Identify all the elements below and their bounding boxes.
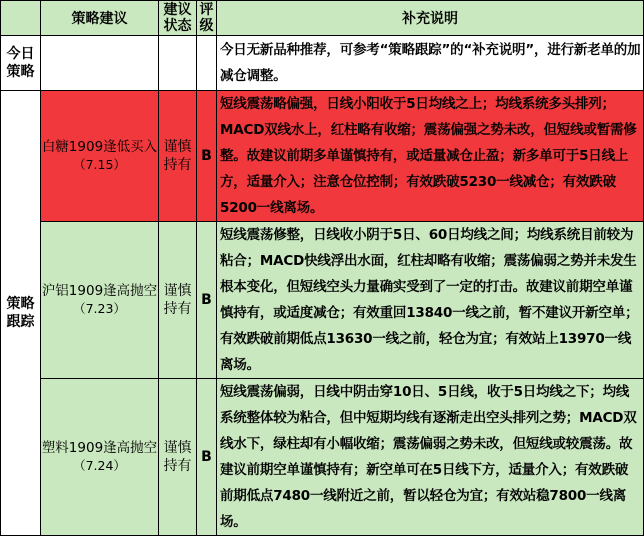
strategy-note xyxy=(217,222,644,379)
header-note: 补充说明 xyxy=(217,1,644,36)
strategy-note xyxy=(217,91,644,222)
header-status xyxy=(159,1,197,36)
strategy-name: 塑料1909逢高抛空 xyxy=(41,440,158,456)
today-rating-cell xyxy=(197,36,217,91)
tracking-label xyxy=(1,91,41,536)
status-line2: 持有 xyxy=(163,301,192,317)
header-status-line1: 建议 xyxy=(163,2,192,18)
rating-badge: B xyxy=(197,222,217,379)
strategy-name-cell xyxy=(41,222,159,379)
status-line1: 谨慎 xyxy=(163,139,192,155)
strategy-date: （7.23） xyxy=(73,301,126,316)
strategy-name: 沪铝1909逢高抛空 xyxy=(41,283,158,299)
strategy-note-text: 短线震荡偏弱，日线中阴击穿10日、5日线，收于5日均线之下；均线系统整体较为粘合，但中短期均线有逐渐走出空头排列之势；MACD双线水下，绿柱却有小幅收缩；震荡偏弱之势未改，但短线或较震荡。故建议前期空单谨慎持有；新空单可在5日线下方，适量介入；有效跌破前期低点7480一线附近之前，暂以轻仓为宜；有效站稳7800一线离场。 xyxy=(220,384,637,530)
status-cell xyxy=(159,222,197,379)
status-line1: 谨慎 xyxy=(163,283,192,299)
today-note xyxy=(217,36,644,91)
status-cell xyxy=(159,91,197,222)
strategy-name-cell xyxy=(41,91,159,222)
header-corner-cell xyxy=(1,1,41,36)
today-status-cell xyxy=(159,36,197,91)
tracking-row-sugar xyxy=(1,91,644,222)
status-line2: 持有 xyxy=(163,458,192,474)
strategy-note-text: 短线震荡略偏强，日线小阳收于5日均线之上；均线系统多头排列；MACD双线水上，红柱略有收缩；震荡偏强之势未改，但短线或暂需修整。故建议前期多单谨慎持有，或适量减仓止盈；新多单可于5日线上方，适量介入；注意仓位控制；有效跌破5230一线减仓；有效跌破5200一线离场。 xyxy=(220,96,637,216)
strategy-note xyxy=(217,379,644,536)
today-note-text: 今日无新品种推荐，可参考“策略跟踪”的“补充说明”，进行新老单的加减仓调整。 xyxy=(220,42,641,84)
header-row xyxy=(1,1,644,36)
today-label-line2: 策略 xyxy=(6,64,35,80)
status-line1: 谨慎 xyxy=(163,440,192,456)
tracking-label-line2: 跟踪 xyxy=(6,314,35,330)
strategy-date: （7.24） xyxy=(73,458,126,473)
strategy-note-text: 短线震荡修整，日线收小阴于5日、60日均线之间；均线系统目前较为粘合；MACD快线浮出水面，红柱却略有收缩；震荡偏弱之势并未发生根本变化，但短线空头力量确实受到了一定的打击。故建议前期空单谨慎持有，或适度减仓；有效重回13840一线之前，暂不建议开新空单；有效跌破前期低点13630一线之前，轻仓为宜；有效站上13970一线离场。 xyxy=(220,227,639,373)
header-rating-line2: 级 xyxy=(199,18,214,34)
today-label-line1: 今日 xyxy=(6,46,35,62)
header-rating xyxy=(197,1,217,36)
rating-badge: B xyxy=(197,379,217,536)
tracking-row-plastic xyxy=(1,379,644,536)
today-strategy-cell xyxy=(41,36,159,91)
header-status-line2: 状态 xyxy=(163,18,192,34)
strategy-date: （7.15） xyxy=(73,157,126,172)
strategy-name-cell xyxy=(41,379,159,536)
tracking-row-aluminum xyxy=(1,222,644,379)
rating-badge: B xyxy=(197,91,217,222)
strategy-name: 白糖1909逢低买入 xyxy=(41,139,158,155)
tracking-label-line1: 策略 xyxy=(6,296,35,312)
header-rating-line1: 评 xyxy=(199,2,214,18)
today-row xyxy=(1,36,644,91)
header-strategy: 策略建议 xyxy=(41,1,159,36)
status-line2: 持有 xyxy=(163,157,192,173)
today-label xyxy=(1,36,41,91)
status-cell xyxy=(159,379,197,536)
